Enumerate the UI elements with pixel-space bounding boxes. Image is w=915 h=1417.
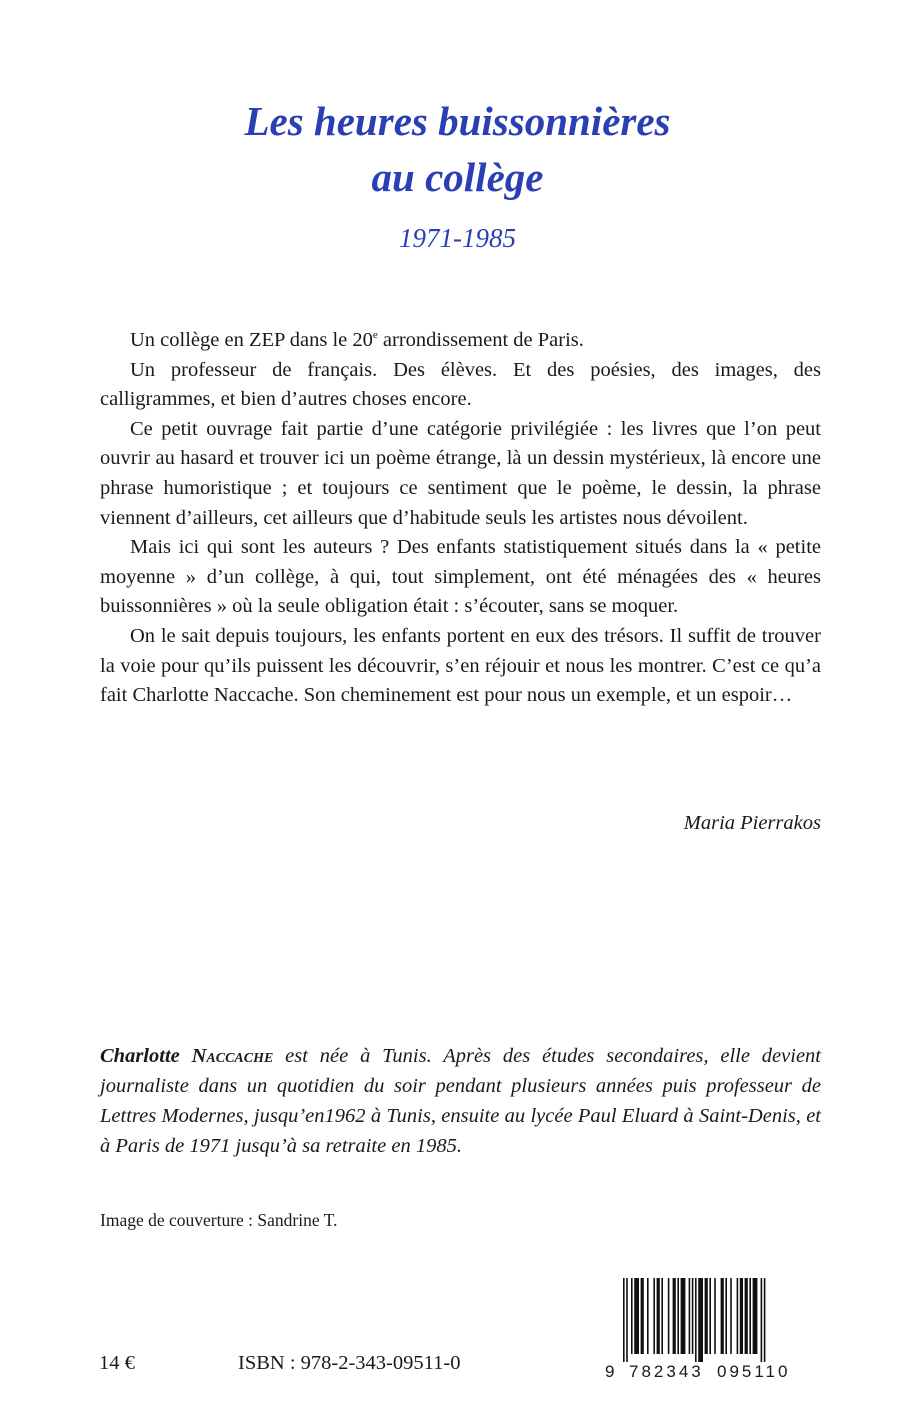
author-name (100, 1045, 273, 1067)
blurb-p1-superscript: e (372, 329, 378, 342)
barcode (601, 1276, 821, 1386)
barcode-bar (745, 1278, 748, 1354)
barcode-bar (681, 1278, 686, 1354)
blurb-p1-start: Un collège en ZEP dans le 20 (130, 329, 373, 351)
barcode-bar (753, 1278, 758, 1354)
barcode-bar (689, 1278, 691, 1354)
barcode-digits (601, 1361, 821, 1383)
isbn: ISBN : 978-2-343-09511-0 (238, 1352, 461, 1374)
book-years: 1971-1985 (399, 223, 516, 253)
barcode-bar (661, 1278, 663, 1354)
barcode-bar (730, 1278, 732, 1354)
blurb-paragraph-5: On le sait depuis toujours, les enfants portent en eux des trésors. Il suffit de trouver la voie pour qu’ils puissent les découvrir, s’en réjouir et nous les montrer. C’est ce qu’a fait Charlotte Naccache. Son cheminement est pour nous un exemple, et un espoir… (100, 624, 821, 707)
author-first-name: Charlotte (100, 1045, 192, 1067)
cover-credit: Image de couverture : Sandrine T. (100, 1210, 338, 1230)
blurb-p1-end: arrondissement de Paris. (377, 329, 584, 351)
barcode-bar (698, 1278, 703, 1362)
barcode-bar (709, 1278, 711, 1354)
blurb-text (100, 326, 821, 711)
blurb-signature: Maria Pierrakos (683, 812, 821, 834)
barcode-bar (641, 1278, 644, 1354)
barcode-bars-icon (619, 1278, 809, 1362)
blurb-paragraph-4: Mais ici qui sont les auteurs ? Des enfants statistiquement situés dans la « petite moyenne » d’un collège, à qui, tout simplement, ont été ménagées des « heures buissonnières » où la seule obligation était : s’écouter, sans se moquer. (100, 536, 821, 618)
barcode-bar (725, 1278, 727, 1354)
barcode-bar (657, 1278, 660, 1354)
blurb-paragraph-2: Un professeur de français. Des élèves. Et des poésies, des images, des calligrammes, et bien d’autres choses encore. (100, 358, 821, 411)
barcode-bar (740, 1278, 743, 1354)
barcode-bar (668, 1278, 670, 1354)
barcode-left-group: 782343 (629, 1362, 704, 1381)
barcode-bar (692, 1278, 694, 1354)
author-bio (100, 1041, 821, 1161)
barcode-bar (623, 1278, 625, 1362)
author-last-name: Naccache (191, 1045, 274, 1067)
barcode-lead-digit: 9 (605, 1362, 615, 1381)
barcode-bar (647, 1278, 649, 1354)
barcode-bar (749, 1278, 751, 1354)
barcode-right-group: 095110 (717, 1362, 791, 1381)
barcode-bar (695, 1278, 697, 1362)
barcode-bar (673, 1278, 676, 1354)
author-bio-text: est née à Tunis. Après des études secondaires, elle devient journaliste dans un quotidien du soir pendant plusieurs années puis professeur de Lettres Modernes, jusqu’en1962 à Tunis, ensuite au lycée Paul Eluard à Saint-Denis, et à Paris de 1971 jusqu’à sa retraite en 1985. (100, 1045, 821, 1157)
barcode-bar (764, 1278, 766, 1362)
barcode-bar (631, 1278, 633, 1354)
barcode-bar (737, 1278, 739, 1354)
barcode-bar (721, 1278, 724, 1354)
blurb-paragraph-1 (100, 326, 821, 356)
barcode-bar (653, 1278, 655, 1354)
barcode-bar (677, 1278, 679, 1354)
barcode-bar (714, 1278, 716, 1354)
price: 14 € (99, 1352, 135, 1374)
book-title-line-1: Les heures buissonnières (244, 98, 671, 144)
book-title-line-2: au collège (371, 154, 544, 200)
barcode-bar (634, 1278, 639, 1354)
barcode-bar (705, 1278, 708, 1354)
barcode-bar (626, 1278, 628, 1362)
barcode-bar (761, 1278, 763, 1362)
blurb-paragraph-3: Ce petit ouvrage fait partie d’une catégorie privilégiée : les livres que l’on peut ouvrir au hasard et trouver ici un poème étrange, là un dessin mystérieux, là encore une phrase humoristique ; et toujours ce sentiment que le poème, le dessin, la phrase viennent d’ailleurs, cet ailleurs que d’habitude seuls les artistes nous dévoilent. (100, 417, 821, 529)
